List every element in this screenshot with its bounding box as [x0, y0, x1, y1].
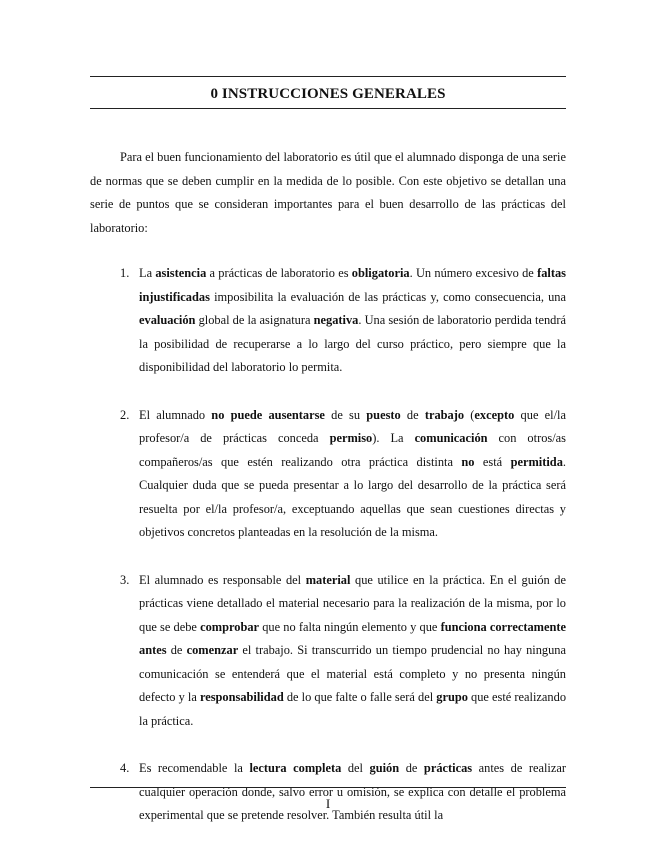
intro-paragraph: Para el buen funcionamiento del laboratorio es útil que el alumnado disponga de una serie de normas que se deben cumplir en la medida de lo posible. Con este objetivo se detallan una serie de puntos que se consideran importantes para el buen desarrollo de las prácticas del laboratorio: [90, 150, 566, 235]
item-number: 2. [120, 407, 130, 422]
list-item [90, 404, 566, 545]
list-item [90, 569, 566, 734]
item-text: El alumnado no puede ausentarse de su puesto de trabajo (excepto que el/la profesor/a de prácticas conceda permiso). La comunicación con otros/as compañeros/as que estén realizando otra práctica distinta no está permitida. Cualquier duda que se pueda presentar a lo largo del desarrollo de la práctica será resuelta por el/la profesor/a, exceptuando aquellas que sean cuestiones directas y objetivos concretos planteadas en la resolución de la misma. [139, 407, 566, 539]
item-text: La asistencia a prácticas de laboratorio es obligatoria. Un número excesivo de faltas injustificadas imposibilita la evaluación de las prácticas y, como consecuencia, una evaluación global de la asignatura negativa. Una sesión de laboratorio perdida tendrá la posibilidad de recuperarse a lo largo del curso práctico, pero siempre que la disponibilidad del laboratorio lo permita. [139, 266, 566, 374]
instructions-list [90, 262, 566, 828]
section-heading: 0 INSTRUCCIONES GENERALES [210, 86, 446, 102]
body-content [90, 146, 566, 852]
item-text: El alumnado es responsable del material que utilice en la práctica. En el guión de prácticas viene detallado el material necesario para la realización de la misma, por lo que se debe comprobar que no falta ningún elemento y que funciona correctamente antes de comenzar el trabajo. Si transcurrido un tiempo prudencial no hay ninguna comunicación se entenderá que el material está completo y no presenta ningún defecto y la responsabilidad de lo que falte o falle será del grupo que esté realizando la práctica. [139, 572, 567, 728]
list-item [90, 262, 566, 380]
top-rule [90, 76, 566, 77]
footer-rule [90, 787, 566, 788]
heading-rule [90, 108, 566, 109]
list-item [90, 757, 566, 828]
item-text: Es recomendable la lectura completa del guión de prácticas antes de realizar cualquier operación donde, salvo error u omisión, se explica con detalle el problema experimental que se pretende resolver. También resulta útil la [139, 761, 566, 822]
item-number: 1. [120, 266, 130, 280]
item-number: 4. [120, 761, 130, 775]
page-number: I [325, 796, 331, 811]
item-number: 3. [120, 572, 130, 587]
